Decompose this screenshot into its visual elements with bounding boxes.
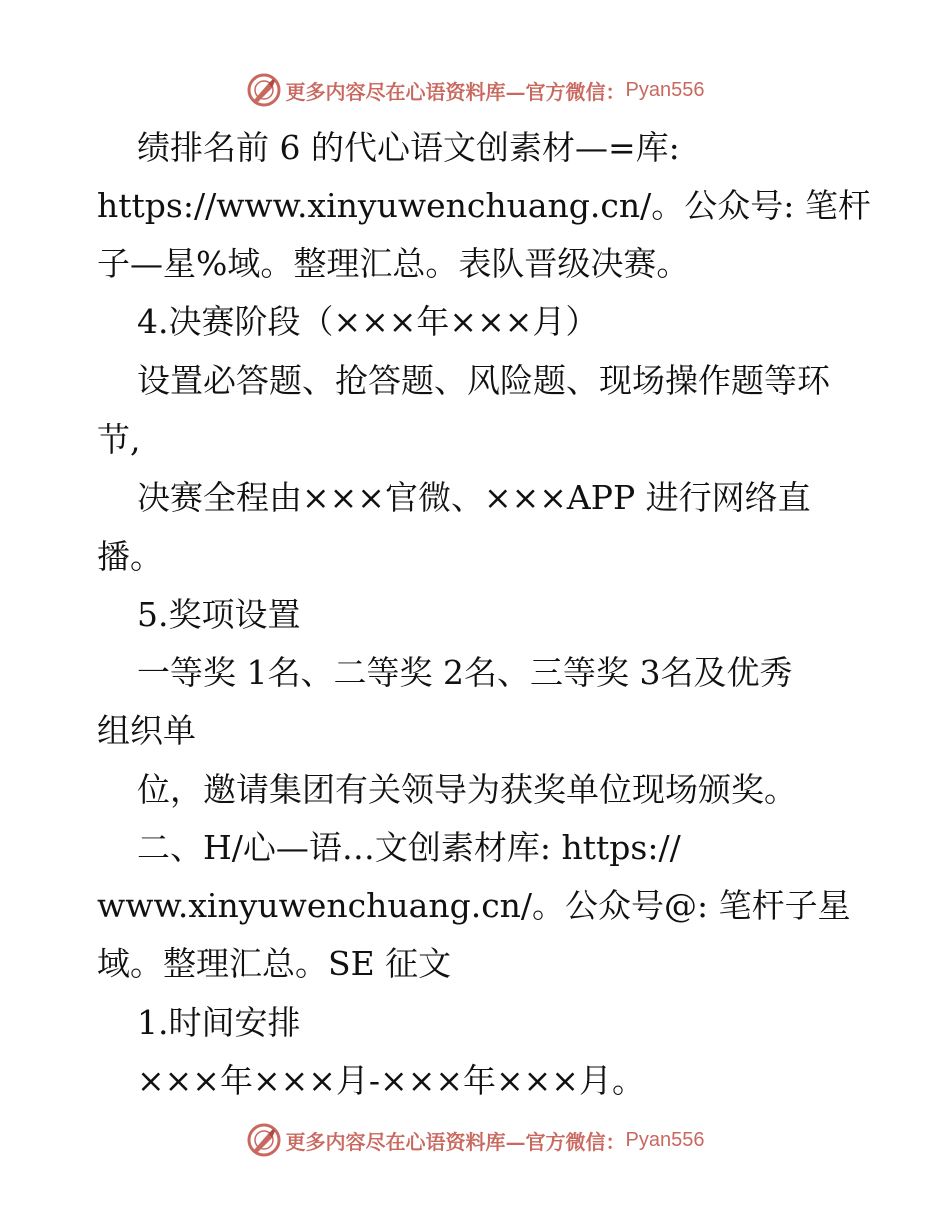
- section-heading: 二、H/心—语…文创素材库: https://: [137, 828, 681, 867]
- body-line: www.xinyuwenchuang.cn/。公众号@: 笔杆子星: [97, 886, 851, 925]
- body-line: 一等奖 1名、二等奖 2名、三等奖 3名及优秀: [137, 653, 793, 692]
- body-line: https://www.xinyuwenchuang.cn/。公众号: 笔杆: [97, 186, 871, 225]
- footer-banner-wechat-id: Pyan556: [625, 1128, 705, 1151]
- body-line: 播。: [97, 537, 163, 576]
- footer-banner-text: 更多内容尽在心语资料库—官方微信：: [285, 1129, 626, 1154]
- body-line: 节,: [97, 420, 141, 459]
- body-line: 子—星%域。整理汇总。表队晋级决赛。: [97, 244, 690, 283]
- body-line: 设置必答题、抢答题、风险题、现场操作题等环: [137, 361, 830, 400]
- section-heading: 1.时间安排: [137, 1003, 301, 1042]
- header-banner-wechat-id: Pyan556: [625, 78, 705, 101]
- section-heading: 4.决赛阶段（×××年×××月）: [137, 302, 599, 341]
- pen-nib-logo-icon: [246, 1122, 282, 1158]
- body-line: ×××年×××月-×××年×××月。: [137, 1061, 645, 1100]
- body-line: 位，邀请集团有关领导为获奖单位现场颁奖。: [137, 770, 797, 809]
- body-line: 域。整理汇总。SE 征文: [97, 944, 452, 983]
- body-line: 决赛全程由×××官微、×××APP 进行网络直: [137, 478, 811, 517]
- pen-nib-logo-icon: [246, 72, 282, 108]
- section-heading: 5.奖项设置: [137, 595, 301, 634]
- header-banner-text: 更多内容尽在心语资料库—官方微信：: [285, 79, 626, 104]
- header-banner: [0, 70, 950, 110]
- footer-banner: [0, 1120, 950, 1160]
- body-line: 绩排名前 6 的代心语文创素材—=库:: [137, 128, 680, 167]
- body-line: 组织单: [97, 711, 196, 750]
